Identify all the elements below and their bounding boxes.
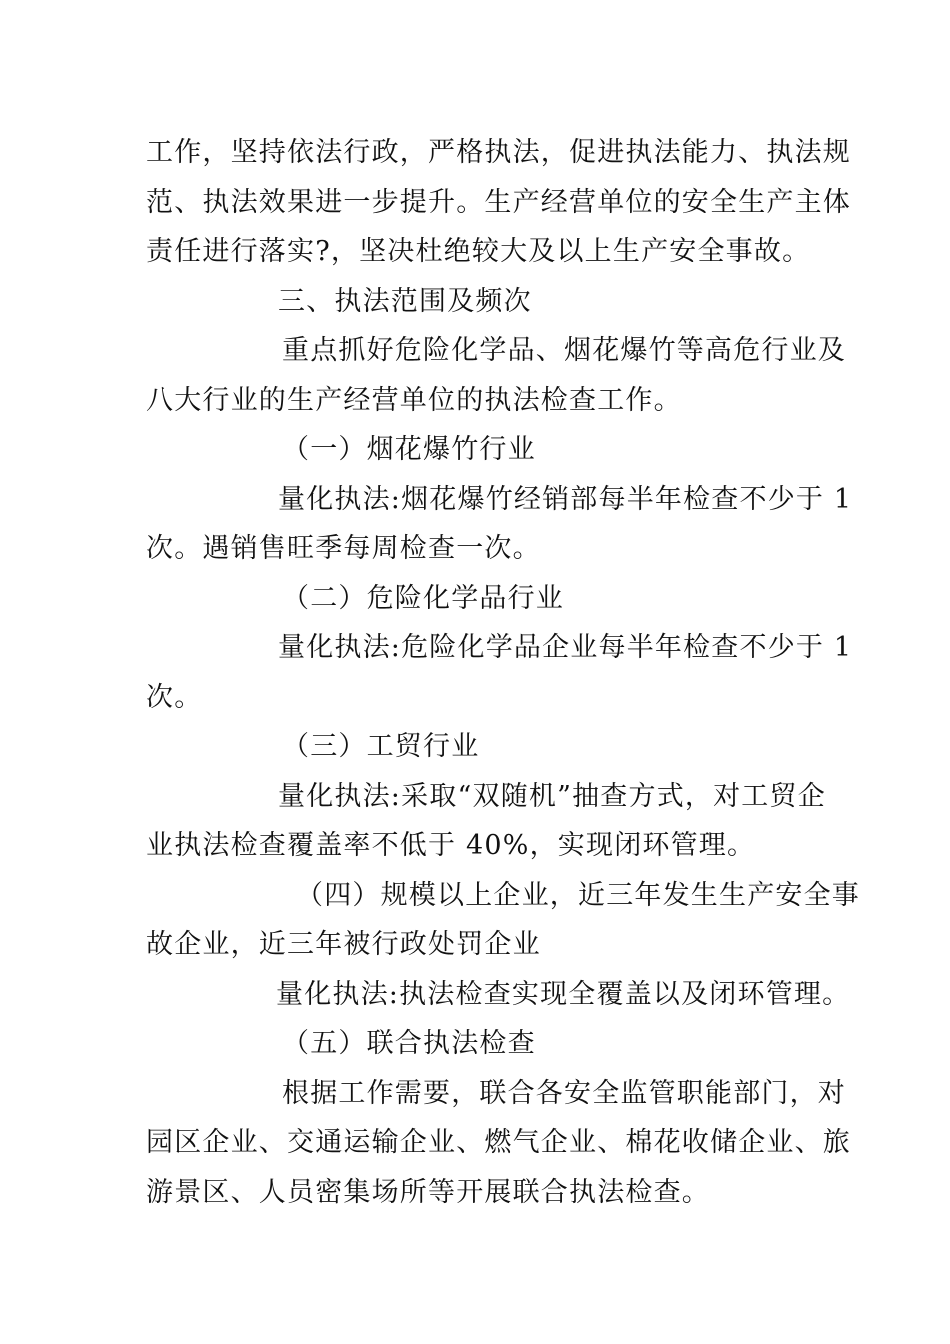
paragraph-line: 园区企业、交通运输企业、燃气企业、棉花收储企业、旅 xyxy=(146,1127,851,1158)
paragraph-line: 量化执法:采取“双随机”抽查方式，对工贸企 xyxy=(278,780,826,812)
paragraph-line: 量化执法:危险化学品企业每半年检查不少于 1 xyxy=(278,632,853,663)
paragraph-line: 故企业，近三年被行政处罚企业 xyxy=(146,929,541,960)
paragraph-line: 量化执法:烟花爆竹经销部每半年检查不少于 1 xyxy=(278,483,853,515)
subsection-heading: （一）烟花爆竹行业 xyxy=(282,434,536,465)
paragraph-line: 工作，坚持依法行政，严格执法，促进执法能力、执法规 xyxy=(146,137,851,168)
subsection-heading: （五）联合执法检查 xyxy=(282,1028,536,1059)
subsection-heading: （三）工贸行业 xyxy=(282,731,480,762)
paragraph-line: 游景区、人员密集场所等开展联合执法检查。 xyxy=(146,1176,710,1208)
paragraph-line: 责任进行落实?，坚决杜绝较大及以上生产安全事故。 xyxy=(146,236,811,267)
paragraph-line: 重点抓好危险化学品、烟花爆竹等高危行业及 xyxy=(282,335,846,366)
paragraph-line: 次。遇销售旺季每周检查一次。 xyxy=(146,533,541,564)
subsection-heading: （四）规模以上企业，近三年发生生产安全事 xyxy=(296,879,860,911)
paragraph-line: 范、执法效果进一步提升。生产经营单位的安全生产主体 xyxy=(146,186,851,218)
subsection-heading: （二）危险化学品行业 xyxy=(282,582,564,614)
paragraph-line: 量化执法:执法检查实现全覆盖以及闭环管理。 xyxy=(276,978,851,1010)
paragraph-line: 八大行业的生产经营单位的执法检查工作。 xyxy=(146,384,682,416)
paragraph-line: 根据工作需要，联合各安全监管职能部门，对 xyxy=(282,1077,846,1109)
document-body xyxy=(146,128,860,1217)
paragraph-line: 业执法检查覆盖率不低于 40%，实现闭环管理。 xyxy=(146,830,756,861)
paragraph-line: 次。 xyxy=(146,681,203,713)
section-heading: 三、执法范围及频次 xyxy=(278,285,532,317)
